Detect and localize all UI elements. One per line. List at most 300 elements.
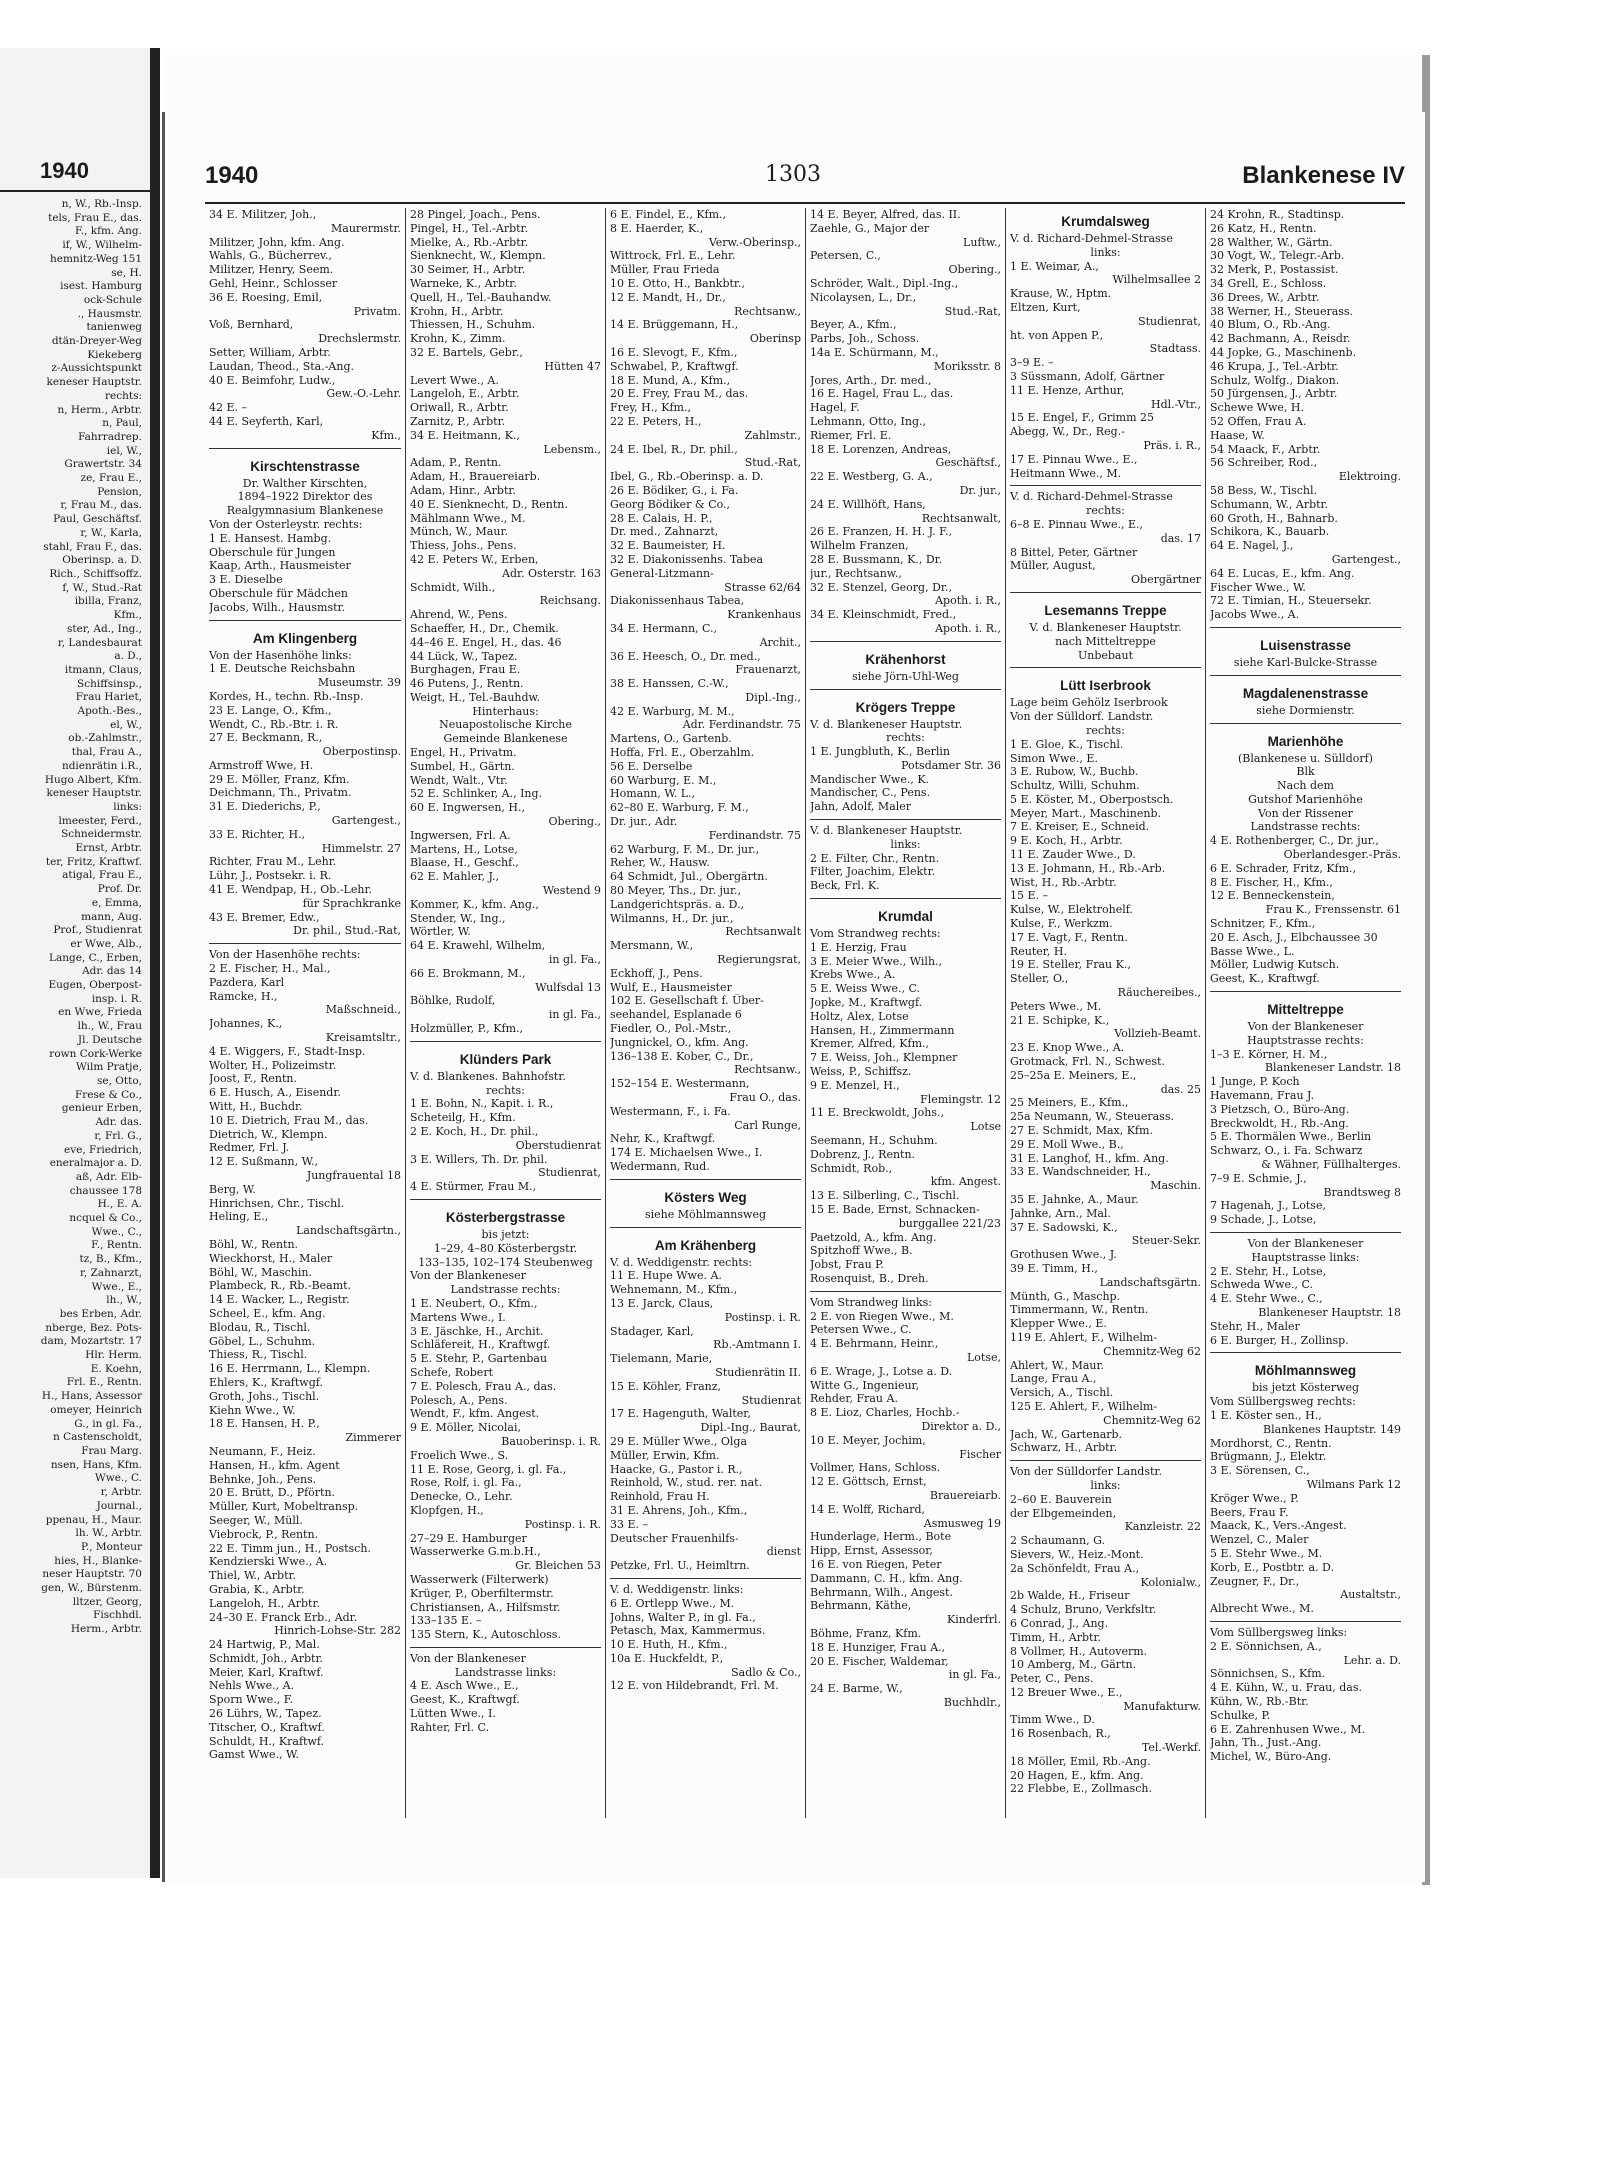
resident-entry: Schröder, Walt., Dipl.-Ing., — [810, 276, 959, 290]
section-divider — [1010, 592, 1201, 597]
entry-continuation: Brandtsweg 8 — [1323, 1185, 1401, 1199]
previous-page-line: links: — [113, 800, 142, 813]
resident-entry: ht. von Appen P., — [1010, 328, 1104, 342]
previous-page-line: ., Hausmstr. — [77, 307, 142, 320]
street-note: siehe Dormienstr. — [1256, 703, 1355, 717]
previous-page-line: a. D., — [114, 650, 142, 663]
resident-entry: 16 E. von Riegen, Peter — [810, 1557, 942, 1571]
resident-entry: 29 E. Möller, Franz, Kfm. — [209, 772, 350, 786]
entry-continuation: Elektroing. — [1338, 470, 1401, 484]
previous-page-line: genieur Erben, — [61, 1102, 142, 1115]
street-heading: Lesemanns Treppe — [1044, 602, 1167, 618]
previous-page-line: tanienweg — [86, 321, 142, 334]
resident-entry: Reinhold, W., stud. rer. nat. — [610, 1476, 763, 1490]
resident-entry: 32 E. Baumeister, H. — [610, 539, 726, 553]
entry-continuation: Hinrich-Lohse-Str. 282 — [274, 1624, 401, 1638]
resident-entry: Korb, E., Postbtr. a. D. — [1210, 1560, 1334, 1574]
resident-entry: Fischer Wwe., W. — [1210, 580, 1306, 594]
previous-page-line: ster, Ad., Ing., — [67, 622, 142, 635]
street-heading: Magdalenenstrasse — [1242, 685, 1369, 701]
entry-continuation: Himmelstr. 27 — [321, 841, 401, 855]
resident-entry: 42 E. – — [209, 401, 248, 415]
resident-entry: Behnke, Joh., Pens. — [209, 1472, 317, 1486]
resident-entry: Jores, Arth., Dr. med., — [810, 373, 932, 387]
street-note: Dr. Walther Kirschten, — [242, 476, 368, 490]
resident-entry: 9 E. Möller, Nicolai, — [410, 1421, 522, 1435]
previous-page-line: Herm., Arbtr. — [70, 1623, 142, 1636]
resident-entry: 7 Hagenah, J., Lotse, — [1210, 1199, 1326, 1213]
resident-entry: Heitmann Wwe., M. — [1010, 466, 1122, 480]
resident-entry: Mordhorst, C., Rentn. — [1210, 1436, 1332, 1450]
resident-entry: Sporn Wwe., F. — [209, 1693, 294, 1707]
resident-entry: 21 E. Schipke, K., — [1010, 1013, 1110, 1027]
resident-entry: Voß, Bernhard, — [209, 318, 294, 332]
resident-entry: Münch, W., Maur. — [410, 525, 508, 539]
resident-entry: Schnitzer, F., Kfm., — [1210, 917, 1316, 931]
resident-entry: Kremer, Alfred, Kfm., — [810, 1037, 930, 1051]
previous-page-line: Schiffsinsp., — [77, 677, 142, 690]
entry-continuation: dienst — [766, 1545, 801, 1559]
resident-entry: 8 Bittel, Peter, Gärtner — [1010, 545, 1138, 559]
entry-continuation: Postinsp. i. R. — [524, 1517, 601, 1531]
resident-entry: Lehmann, Otto, Ing., — [810, 414, 926, 428]
resident-entry: 133–135 E. – — [410, 1614, 482, 1628]
resident-entry: 3 E. Rubow, W., Buchb. — [1010, 765, 1139, 779]
resident-entry: 23 E. Lange, O., Kfm., — [209, 703, 332, 717]
resident-entry: Scheteilg, H., Kfm. — [410, 1111, 516, 1125]
resident-entry: Martens, H., Lotse, — [410, 842, 518, 856]
entry-continuation: Oberinsp — [749, 332, 801, 346]
resident-entry: Landgerichtspräs. a. D., — [610, 897, 745, 911]
resident-entry: Michel, W., Büro-Ang. — [1210, 1750, 1332, 1764]
resident-entry: Ahrend, W., Pens. — [410, 608, 508, 622]
previous-page-line: chaussee 178 — [69, 1184, 142, 1197]
resident-entry: 26 Katz, H., Rentn. — [1210, 221, 1317, 235]
entry-continuation: Carl Runge, — [734, 1118, 801, 1132]
resident-entry: 8 E. Lioz, Charles, Hochb.- — [810, 1406, 960, 1420]
resident-entry: Hunderlage, Herm., Bote — [810, 1530, 952, 1544]
resident-entry: Wehnemann, M., Kfm., — [610, 1283, 738, 1297]
column-2 — [405, 208, 605, 1818]
resident-entry: 4 Schulz, Bruno, Verkfsltr. — [1010, 1603, 1157, 1617]
resident-entry: 33 E. Wandschneider, H., — [1010, 1165, 1151, 1179]
street-note: V. d. Blankeneser Hauptstr. — [1029, 620, 1182, 634]
resident-entry: 7–9 E. Schmie, J., — [1210, 1171, 1307, 1185]
section-divider — [1210, 675, 1401, 680]
entry-continuation: in gl. Fa., — [548, 1008, 601, 1022]
resident-entry: 3 Pietzsch, O., Büro-Ang. — [1210, 1102, 1350, 1116]
entry-continuation: Postinsp. i. R. — [724, 1310, 801, 1324]
resident-entry: 26 E. Bödiker, G., i. Fa. — [610, 483, 739, 497]
resident-entry: 29 E. Moll Wwe., B., — [1010, 1137, 1124, 1151]
previous-page-line: Adr. das. — [95, 1116, 142, 1129]
previous-page-line: H., E. A. — [97, 1198, 142, 1211]
previous-page-line: rown Cork-Werke — [49, 1047, 142, 1060]
street-heading: Kösters Weg — [664, 1189, 747, 1205]
resident-entry: Jahnke, Arn., Mal. — [1010, 1206, 1111, 1220]
resident-entry: Hansen, H., Zimmermann — [810, 1023, 955, 1037]
resident-entry: 4 E. Behrmann, Heinr., — [810, 1337, 939, 1351]
resident-entry: 24 E. Ibel, R., Dr. phil., — [610, 442, 738, 456]
resident-entry: 12 E. Göttsch, Ernst, — [810, 1475, 927, 1489]
previous-page-line: ndienrätin i.R., — [61, 759, 142, 772]
resident-entry: Titscher, O., Kraftwf. — [209, 1720, 325, 1734]
section-divider — [1010, 667, 1201, 672]
entry-continuation: Rb.-Amtmann I. — [713, 1338, 801, 1352]
resident-entry: 44–46 E. Engel, H., das. 46 — [410, 635, 562, 649]
resident-entry: Oriwall, R., Arbtr. — [410, 401, 509, 415]
resident-entry: 10a E. Huckfeldt, P., — [610, 1651, 724, 1665]
resident-entry: Zaehle, G., Major der — [810, 221, 930, 235]
entry-continuation: Buchhdlr., — [943, 1695, 1001, 1709]
section-divider — [810, 641, 1001, 646]
previous-page-line: r, Frau M., das. — [60, 499, 142, 512]
resident-entry: Schmidt, Wilh., — [410, 580, 496, 594]
previous-page-line: Fischhdl. — [93, 1609, 142, 1622]
entry-continuation: Rechtsanw., — [734, 1063, 801, 1077]
previous-page-line: Journal., — [96, 1499, 142, 1512]
resident-entry: Jacobs Wwe., A. — [1210, 608, 1300, 622]
resident-entry: 24 Hartwig, P., Mal. — [209, 1638, 320, 1652]
resident-entry: seehandel, Esplanade 6 — [610, 1008, 742, 1022]
entry-continuation: Blankeneser Hauptstr. 18 — [1258, 1305, 1401, 1319]
resident-entry: Ingwersen, Frl. A. — [410, 828, 511, 842]
resident-entry: 10 E. Otto, H., Bankbtr., — [610, 276, 745, 290]
previous-page-line: se, Otto, — [97, 1075, 142, 1087]
resident-entry: 26 E. Franzen, H. H. J. F., — [810, 525, 953, 539]
resident-entry: 42 Bachmann, A., Reisdr. — [1210, 332, 1351, 346]
previous-page-line: Apoth.-Bes., — [77, 705, 142, 718]
resident-entry: Wendt, Walt., Vtr. — [410, 773, 508, 787]
resident-entry: 64 E. Nagel, J., — [1210, 539, 1294, 553]
previous-page-line: hemnitz-Weg 151 — [49, 252, 142, 265]
resident-entry: 1 E. Weimar, A., — [1010, 259, 1099, 273]
resident-entry: 1 E. Herzig, Frau — [810, 940, 907, 954]
resident-entry: Eltzen, Kurt, — [1010, 300, 1081, 314]
resident-entry: 18 Möller, Emil, Rb.-Ang. — [1010, 1754, 1151, 1768]
previous-page-fragment — [0, 48, 160, 1878]
resident-entry: Böhme, Franz, Kfm. — [810, 1626, 922, 1640]
resident-entry: 34 E. Hermann, C., — [610, 621, 718, 635]
resident-entry: 9 E. Koch, H., Arbtr. — [1010, 834, 1123, 848]
resident-entry: 11 E. Hupe Wwe. A. — [610, 1269, 722, 1283]
entry-continuation: Gartengest., — [1331, 552, 1401, 566]
resident-entry: Oberschule für Jungen — [209, 545, 336, 559]
resident-entry: Jacobs, Wilh., Hausmstr. — [209, 600, 346, 614]
resident-entry: 20 E. Fischer, Waldemar, — [810, 1654, 949, 1668]
resident-entry: 12 E. Mandt, H., Dr., — [610, 290, 726, 304]
resident-entry: Pazdera, Karl — [209, 975, 285, 989]
previous-page-line: Frau Hariet, — [75, 691, 142, 704]
resident-entry: 18 E. Lorenzen, Andreas, — [810, 442, 952, 456]
resident-entry: Hansen, H., kfm. Agent — [209, 1458, 340, 1472]
resident-entry: Nicolaysen, L., Dr., — [810, 290, 917, 304]
resident-entry: 10 E. Dietrich, Frau M., das. — [209, 1113, 369, 1127]
resident-entry: Levert Wwe., A. — [410, 373, 499, 387]
resident-entry: Martens, O., Gartenb. — [610, 732, 732, 746]
entry-continuation: Rechtsanwalt, — [921, 511, 1001, 525]
resident-entry: Wulf, E., Hausmeister — [610, 980, 732, 994]
entry-continuation: Reichsang. — [539, 594, 601, 608]
previous-page-line: isest. Hamburg — [60, 280, 142, 293]
resident-entry: 54 Maack, F., Arbtr. — [1210, 442, 1321, 456]
resident-entry: 7 E. Weiss, Joh., Klempner — [810, 1051, 958, 1065]
resident-entry: Jahn, Adolf, Maler — [810, 800, 912, 814]
previous-page-line: Fahrradrep. — [78, 430, 142, 443]
entry-continuation: Museumstr. 39 — [317, 676, 401, 690]
entry-continuation: Regierungsrat, — [717, 953, 801, 967]
resident-entry: Mählmann Wwe., M. — [410, 511, 526, 525]
resident-entry: Basse Wwe., L. — [1210, 944, 1295, 958]
previous-page-line: H., Hans, Assessor — [41, 1390, 142, 1403]
resident-entry: Kommer, K., kfm. Ang., — [410, 897, 539, 911]
resident-entry: 14 E. Brüggemann, H., — [610, 318, 739, 332]
resident-entry: Hipp, Ernst, Assessor, — [810, 1544, 933, 1558]
resident-entry: 33 E. Richter, H., — [209, 827, 306, 841]
resident-entry: 31 E. Ahrens, Joh., Kfm., — [610, 1503, 748, 1517]
resident-entry: 22 E. Peters, H., — [610, 414, 702, 428]
resident-entry: 6–8 E. Pinnau Wwe., E., — [1010, 517, 1143, 531]
resident-entry: Paetzold, A., kfm. Ang. — [810, 1230, 937, 1244]
resident-entry: Dammann, C. H., kfm. Ang. — [810, 1571, 963, 1585]
resident-entry: jur., Rechtsanw., — [810, 566, 902, 580]
resident-entry: Lütten Wwe., I. — [410, 1707, 496, 1721]
resident-entry: 14 E. Wacker, L., Registr. — [209, 1293, 350, 1307]
resident-entry: 39 E. Timm, H., — [1010, 1261, 1098, 1275]
resident-entry: Fiedler, O., Pol.-Mstr., — [610, 1022, 732, 1036]
resident-entry: Thiel, W., Arbtr. — [209, 1569, 297, 1583]
previous-page-line: Kiekeberg — [87, 348, 142, 361]
resident-entry: 2a Schönfeldt, Frau A., — [1010, 1561, 1140, 1575]
street-heading: Lütt Iserbrook — [1060, 678, 1151, 694]
resident-entry: 3 E. Jäschke, H., Archit. — [410, 1324, 544, 1338]
section-divider — [209, 620, 401, 625]
resident-entry: Stadager, Karl, — [610, 1324, 694, 1338]
resident-entry: 16 E. Slevogt, F., Kfm., — [610, 345, 738, 359]
previous-page-line: se, H. — [111, 266, 142, 279]
entry-continuation: Fischer — [959, 1447, 1001, 1461]
resident-entry: Von der Hasenhöhe links: — [209, 648, 352, 662]
entry-continuation: Potsdamer Str. 36 — [901, 758, 1001, 772]
previous-page-line: ze, Frau E., — [80, 472, 142, 485]
previous-page-line: er Wwe, Alb., — [70, 937, 142, 950]
resident-entry: 50 Jürgensen, J., Arbtr. — [1210, 387, 1338, 401]
resident-entry: Beyer, A., Kfm., — [810, 318, 897, 332]
resident-entry: Mandischer, C., Pens. — [810, 786, 931, 800]
section-divider — [610, 1227, 801, 1232]
section-divider — [1210, 723, 1401, 728]
entry-continuation: Studienrat, — [538, 1166, 601, 1180]
resident-entry: Krüger, P., Oberfiltermstr. — [410, 1586, 554, 1600]
previous-page-line: ncquel & Co., — [69, 1212, 142, 1225]
resident-entry: 4 E. Wiggers, F., Stadt-Insp. — [209, 1044, 366, 1058]
resident-entry: Reinhold, Frau H. — [610, 1490, 710, 1504]
resident-entry: Nehls Wwe., A. — [209, 1679, 295, 1693]
resident-entry: 37 E. Sadowski, K., — [1010, 1220, 1118, 1234]
entry-continuation: Dipl.-Ing., — [745, 690, 801, 704]
resident-entry: Deutscher Frauenhilfs- — [610, 1531, 739, 1545]
entry-continuation: Privatm. — [353, 304, 401, 318]
entry-continuation: Archit., — [759, 635, 801, 649]
resident-entry: Münth, G., Maschp. — [1010, 1289, 1121, 1303]
resident-entry: 36 Drees, W., Arbtr. — [1210, 290, 1320, 304]
entry-continuation: das. 17 — [1160, 531, 1201, 545]
resident-entry: Versich, A., Tischl. — [1010, 1386, 1114, 1400]
resident-entry: Wittrock, Frl. E., Lehr. — [610, 249, 736, 263]
resident-entry: 28 Pingel, Joach., Pens. — [410, 208, 541, 221]
resident-entry: Beers, Frau F. — [1210, 1505, 1289, 1519]
entry-continuation: Kreisamtsltr., — [325, 1031, 401, 1045]
resident-entry: Sönnichsen, S., Kfm. — [1210, 1667, 1326, 1681]
previous-page-line: Kfm., — [113, 609, 142, 622]
resident-entry: Nehr, K., Kraftwgf. — [610, 1132, 716, 1146]
previous-page-line: lltzer, Georg, — [72, 1595, 142, 1608]
street-note: rechts: — [886, 731, 925, 745]
resident-entry: Riemer, Frl. E. — [810, 428, 892, 442]
previous-page-line: lh., W., Frau — [77, 1020, 142, 1033]
entry-continuation: Tel.-Werkf. — [1141, 1741, 1201, 1755]
directory-page — [162, 112, 1425, 1882]
resident-entry: Seemann, H., Schuhm. — [810, 1134, 938, 1148]
resident-entry: Haacke, G., Pastor i. R., — [610, 1462, 743, 1476]
street-heading: Kösterbergstrasse — [445, 1209, 566, 1225]
entry-continuation: Lebensm., — [543, 442, 601, 456]
entry-continuation: Kfm., — [371, 428, 401, 442]
resident-entry: 9 E. Menzel, H., — [810, 1078, 900, 1092]
resident-entry: Holzmüller, P., Kfm., — [410, 1022, 524, 1036]
resident-entry: Haase, W. — [1210, 428, 1265, 442]
entry-continuation: Steuer-Sekr. — [1131, 1234, 1201, 1248]
resident-entry: Schaeffer, H., Dr., Chemik. — [410, 621, 559, 635]
resident-entry: Schweda Wwe., C. — [1210, 1278, 1314, 1292]
resident-entry: Lühr, J., Postsekr. i. R. — [209, 869, 332, 883]
resident-entry: 1–3 E. Körner, H. M., — [1210, 1047, 1328, 1061]
resident-entry: 32 E. Bartels, Gebr., — [410, 345, 523, 359]
entry-continuation: Stud.-Rat, — [744, 456, 801, 470]
resident-entry: Redmer, Frl. J. — [209, 1141, 290, 1155]
resident-entry: 28 E. Calais, H. P., — [610, 511, 713, 525]
entry-continuation: für Sprachkranke — [302, 896, 401, 910]
resident-entry: Stehr, H., Maler — [1210, 1319, 1300, 1333]
entry-continuation: Chemnitz-Weg 62 — [1103, 1413, 1201, 1427]
resident-entry: 46 Krupa, J., Tel.-Arbtr. — [1210, 359, 1339, 373]
resident-entry: 2 E. Koch, H., Dr. phil., — [410, 1125, 539, 1138]
entry-continuation: Direktor a. D., — [921, 1419, 1001, 1433]
street-heading: Krumdalsweg — [1061, 214, 1150, 229]
previous-page-line: Frau Marg. — [81, 1444, 142, 1457]
previous-page-line: lmeester, Ferd., — [58, 814, 142, 827]
resident-entry: 3 E. Meier Wwe., Wilh., — [810, 954, 943, 968]
entry-continuation: Chemnitz-Weg 62 — [1103, 1344, 1201, 1358]
resident-entry: 4 E. Stehr Wwe., C., — [1210, 1292, 1323, 1306]
entry-continuation: Obering., — [948, 263, 1001, 277]
resident-entry: 22 E. Timm jun., H., Postsch. — [209, 1541, 371, 1555]
resident-entry: Kulse, W., Elektrohelf. — [1010, 903, 1133, 917]
resident-entry: Maack, K., Vers.-Angest. — [1210, 1519, 1347, 1533]
resident-entry: Petersen, C., — [810, 249, 881, 263]
entry-continuation: Krankenhaus — [727, 608, 801, 622]
previous-page-line: eneralmajor a. D. — [49, 1157, 142, 1170]
resident-entry: 11 E. Zauder Wwe., D. — [1010, 848, 1136, 862]
resident-entry: Jobst, Frau P. — [810, 1258, 884, 1272]
entry-continuation: Luftw., — [963, 235, 1001, 249]
column-5 — [1005, 208, 1205, 1818]
street-heading: Krähenhorst — [865, 651, 946, 667]
resident-entry: Denecke, O., Lehr. — [410, 1490, 513, 1504]
resident-entry: 1 E. Neubert, O., Kfm., — [410, 1296, 538, 1310]
resident-entry: Militzer, John, kfm. Ang. — [209, 235, 345, 249]
resident-entry: Rosenquist, B., Dreh. — [810, 1271, 929, 1285]
resident-entry: 24 E. Willhöft, Hans, — [810, 497, 926, 511]
resident-entry: 152–154 E. Westermann, — [610, 1077, 750, 1091]
resident-entry: 2–60 E. Bauverein — [1010, 1492, 1112, 1506]
previous-page-line: Hugo Albert, Kfm. — [44, 773, 142, 786]
entry-continuation: Geschäftsf., — [935, 456, 1001, 470]
resident-entry: Müller, Erwin, Kfm. — [610, 1448, 720, 1462]
previous-page-line: keneser Hauptstr. — [46, 787, 142, 800]
resident-entry: 6 E. Schrader, Fritz, Kfm., — [1210, 861, 1357, 875]
resident-entry: Jopke, M., Kraftwgf. — [810, 996, 923, 1010]
street-note: rechts: — [1086, 723, 1125, 737]
resident-entry: Reuter, H. — [1010, 944, 1067, 958]
resident-entry: 36 E. Roesing, Emil, — [209, 290, 323, 304]
entry-continuation: Bauoberinsp. i. R. — [501, 1434, 601, 1448]
resident-entry: Adam, Hinr., Arbtr. — [410, 483, 516, 497]
entry-continuation: Vollzieh-Beamt. — [1114, 1027, 1201, 1041]
resident-entry: 22 Flebbe, E., Zollmasch. — [1010, 1782, 1152, 1796]
resident-entry: Petasch, Max, Kammermus. — [610, 1624, 766, 1638]
resident-entry: Langeloh, E., Arbtr. — [410, 387, 520, 401]
street-note: Landstrasse rechts: — [1250, 820, 1361, 834]
resident-entry: Vom Süllbergsweg links: — [1210, 1625, 1348, 1639]
previous-page-line: Schneidermstr. — [61, 828, 142, 841]
previous-page-line: z-Aussichtspunkt — [51, 362, 142, 375]
previous-page-line: el, W., — [110, 718, 142, 731]
resident-entry: Kendzierski Wwe., A. — [209, 1555, 328, 1569]
resident-entry: 34 E. Heitmann, K., — [410, 428, 520, 442]
street-note: Von der Blankeneser — [1247, 1020, 1364, 1034]
resident-entry: 13 E. Jarck, Claus, — [610, 1296, 714, 1310]
section-divider — [1210, 991, 1401, 996]
street-note: 133–135, 102–174 Steubenweg — [418, 1255, 593, 1269]
resident-entry: 28 Walther, W., Gärtn. — [1210, 235, 1333, 249]
resident-entry: 32 Merk, P., Postassist. — [1210, 263, 1339, 277]
resident-entry: Schultz, Willi, Schuhm. — [1010, 779, 1140, 793]
entry-continuation: Obergärtner — [1131, 573, 1201, 587]
resident-entry: Brügmann, J., Elektr. — [1210, 1450, 1327, 1464]
previous-page-line: r, Landesbaurat — [57, 636, 142, 649]
entry-continuation: Flemingstr. 12 — [920, 1092, 1001, 1106]
resident-entry: Richter, Frau M., Lehr. — [209, 855, 337, 869]
resident-entry: Witte G., Ingenieur, — [810, 1378, 920, 1392]
resident-entry: 62–80 E. Warburg, F. M., — [610, 801, 749, 815]
resident-entry: Sievers, W., Heiz.-Mont. — [1010, 1547, 1144, 1561]
section-divider — [1210, 627, 1401, 632]
resident-entry: Sienknecht, W., Klempn. — [410, 249, 546, 263]
resident-entry: 38 Werner, H., Steuerass. — [1210, 304, 1354, 318]
resident-entry: Gamst Wwe., W. — [209, 1748, 299, 1762]
resident-entry: Vom Strandweg rechts: — [810, 927, 941, 941]
resident-entry: 60 Groth, H., Bahnarb. — [1210, 511, 1338, 525]
previous-page-line: mann, Aug. — [81, 910, 142, 923]
resident-entry: 12 E. Benneckenstein, — [1210, 889, 1335, 903]
entry-continuation: Dr. phil., Stud.-Rat, — [293, 924, 401, 938]
previous-page-rule — [0, 190, 150, 192]
street-note: 1894–1922 Direktor des — [237, 490, 373, 504]
resident-entry: 2 E. Sönnichsen, A., — [1210, 1639, 1322, 1653]
resident-entry: 5 E. Stehr Wwe., M. — [1210, 1546, 1323, 1560]
resident-entry: Rehder, Frau A. — [810, 1392, 898, 1406]
